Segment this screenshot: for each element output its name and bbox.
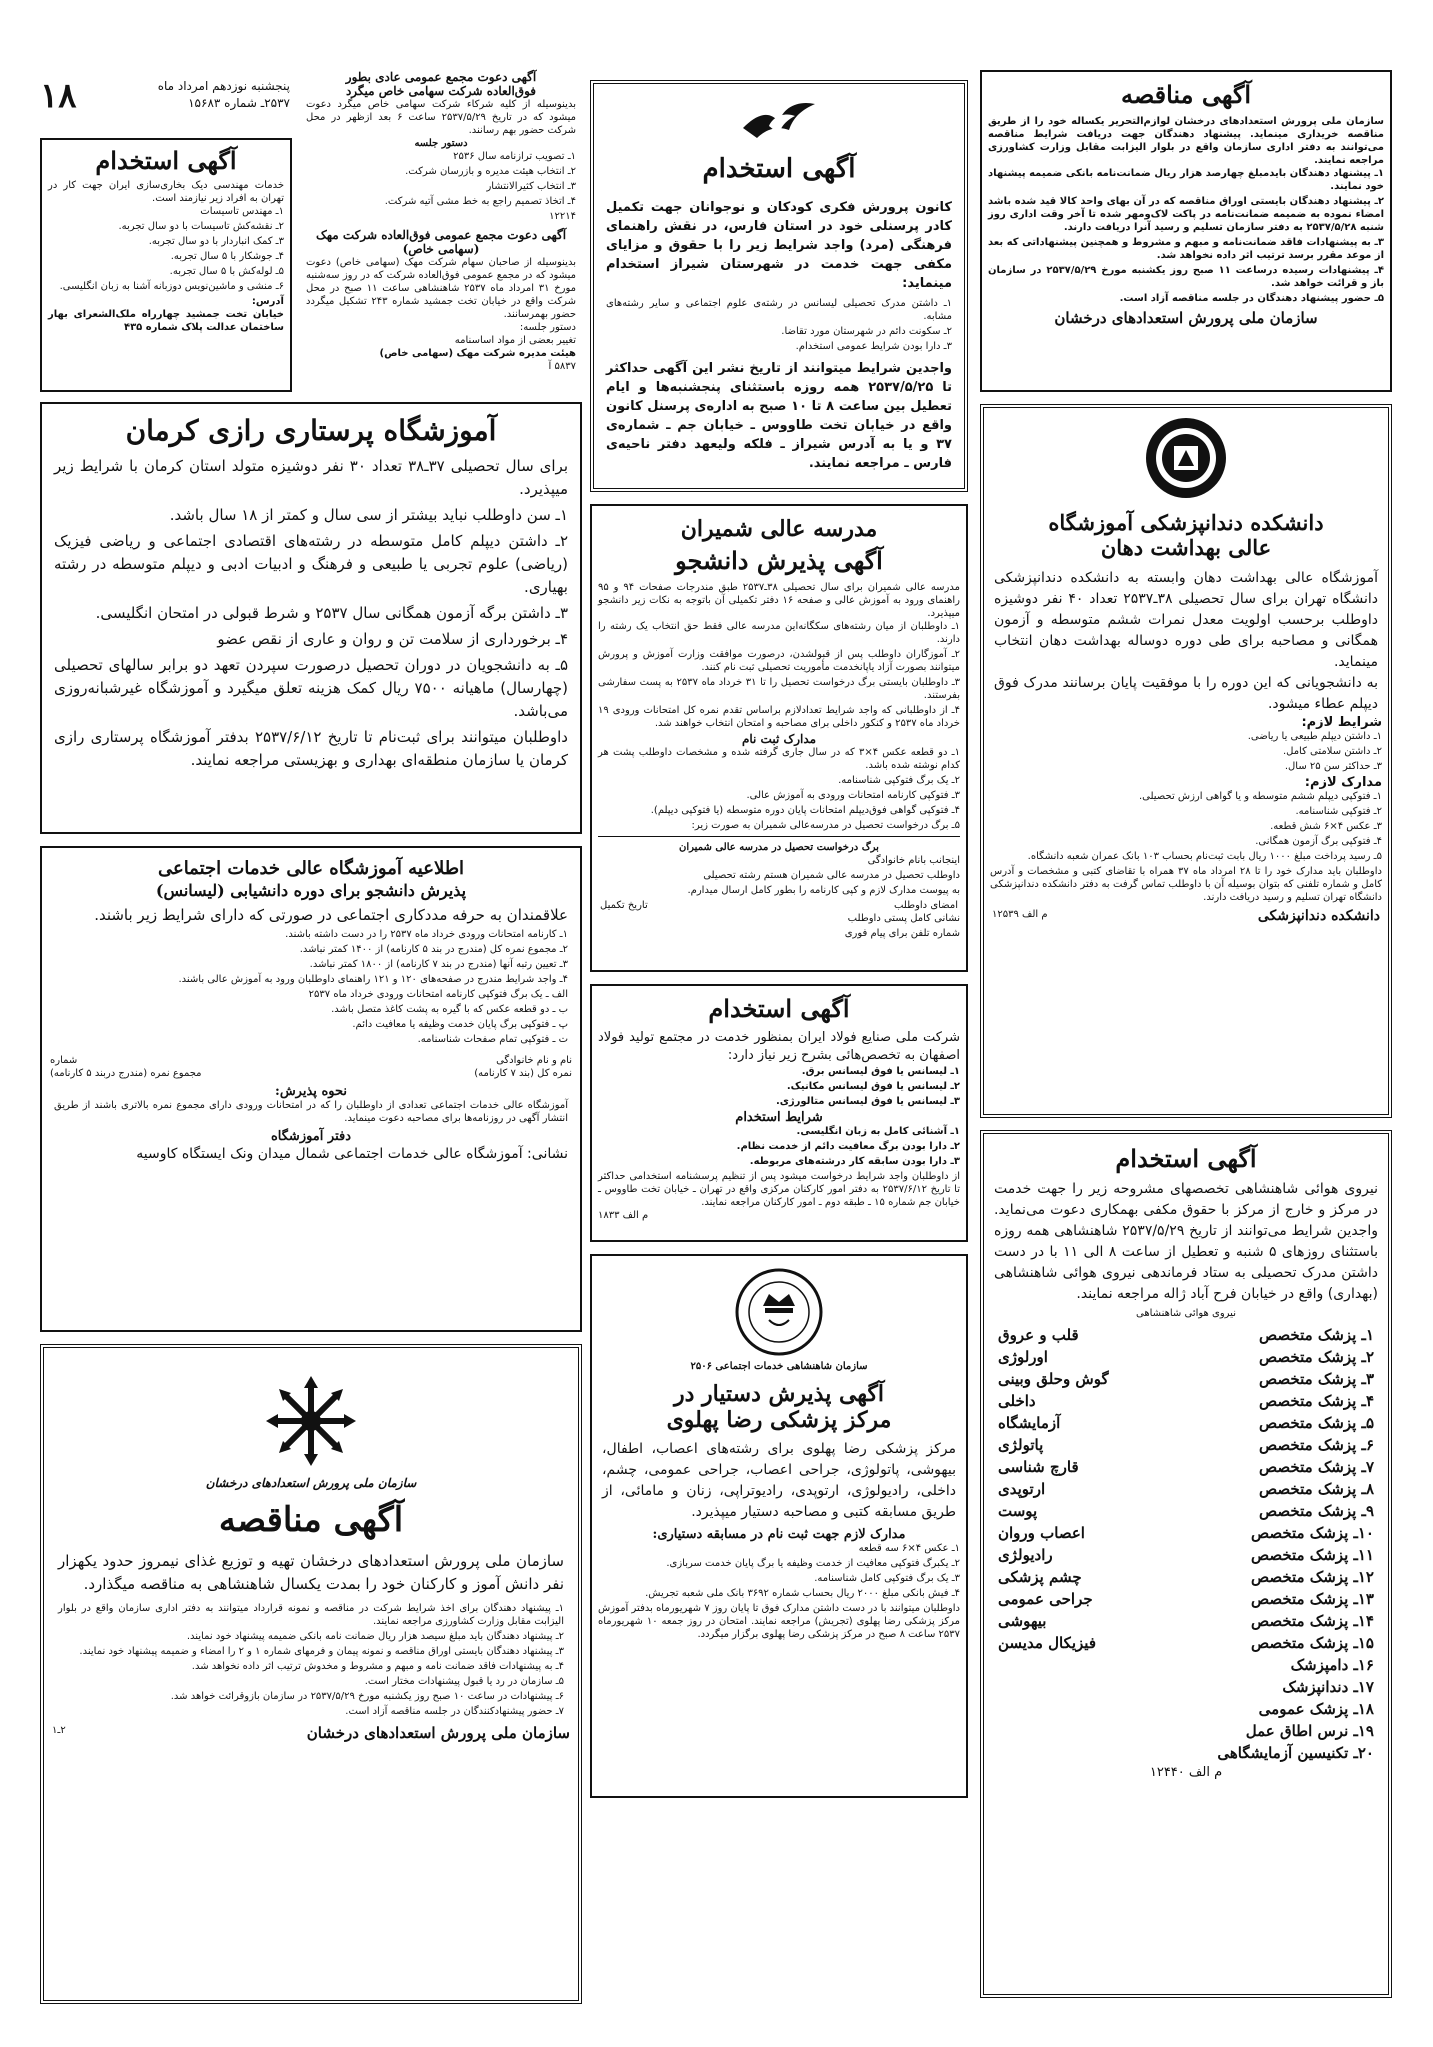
docs-title: مدارک لازم:: [1304, 775, 1382, 790]
position-row: ۴ـ پزشک متخصص داخلی: [998, 1392, 1374, 1410]
form-field: امضای داوطلب: [893, 900, 958, 911]
list-item: ۳ـ کمک انباردار با دو سال تجربه.: [148, 236, 284, 247]
list-item: ۲ـ پیشنهاد دهندگان باید مبلغ سیصد هزار ریال ضمانت نامه بانکی ضمیمه پیشنهاد خود نمایند.: [186, 1631, 564, 1642]
position-row: ۱۴ـ پزشک متخصص بیهوشی: [998, 1612, 1374, 1630]
ad-intro: علاقمندان به حرفه مددکاری اجتماعی در صورتی که دارای شرایط زیر باشند.: [94, 906, 568, 924]
ad-outro: واجدین شرایط میتوانند از تاریخ نشر این آگهی حداکثر تا ۲۵۳۷/۵/۲۵ همه روزه باستثنای پنجشنبه‌ها و ایام تعطیل بین ساعت ۸ تا ۱۰ صبح به اداره‌ی پرسنل کانون واقع در خیابان تخت طاووس ـ خیابان جم ـ شماره‌ی ۳۷ و یا به آدرس شیراز ـ فلکه ولیعهد دفتر ناحیه‌ی فارس ـ مراجعه نمایند.: [606, 361, 952, 471]
list-item: ۳ـ پیشنهاد دهندگان بایستی اوراق مناقصه و نمونه پیمان و فرمهای شماره ۱ و ۲ را امضاء و ضمیمه پیشنهاد خود نمایند.: [79, 1646, 564, 1657]
ad-subtitle: مرکز پزشکی رضا پهلوی: [666, 1407, 892, 1433]
list-item: ۲ـ لیسانس یا فوق لیسانس مکانیک.: [786, 1081, 960, 1092]
form-field: اینجانب بانام خانوادگی: [867, 855, 960, 866]
address: نشانی: آموزشگاه عالی خدمات اجتماعی شمال میدان ونک ایستگاه کاوسیه: [136, 1146, 568, 1162]
ad-title: دانشکده دندانپزشکی آموزشگاه: [1048, 510, 1324, 535]
ad-intro: سازمان ملی پرورش استعدادهای درخشان لوازم‌التحریر یکساله خود را از طریق مناقصه خریداری مینماید. پیشنهاد دهندگان جهت دریافت شرایط مناقصه می‌توانند به دفتر اداری سازمان واقع در بلوار الیزابت مقابل وزارت کشاورزی مراجعه نمایند.: [988, 116, 1384, 166]
ad-body: بدینوسیله از کلیه شرکاء شرکت سهامی خاص میگرد دعوت میشود که در تاریخ ۲۵۳۷/۵/۲۹ ساعت ۶ بعد ازظهر در محل شرکت حضور بهم رسانند.: [306, 99, 576, 136]
positions-list: [984, 1324, 1388, 1764]
list-item: ۲ـ پیشنهاد دهندگان بایستی اوراق مناقصه که در آن بهای واحد کالا قید شده باشد امضاء نموده به ضمیمه ضمانت‌نامه در پاکت لاک‌ومهر شده تا آخر وقت اداری روز شنبه ۲۵۳۷/۵/۲۸ به دفتر سازمان تسلیم و رسید آنرا دریافت دارند.: [988, 196, 1384, 233]
position-row: ۳ـ پزشک متخصص گوش وحلق وبینی: [998, 1370, 1374, 1388]
list-item: ۵ـ به دانشجویان در دوران تحصیل درصورت سپردن تعهد دو برابر سالهای تحصیلی (چهارسال) ماهیانه ۷۵۰۰ ریال کمک هزینه تعلق میگیرد و آموزشگاه غیرشبانه‌روزی می‌باشد.: [54, 656, 568, 720]
org-name: سازمان ملی پرورش استعدادهای درخشان: [205, 1476, 417, 1490]
ad-title: آگهی مناقصه: [1120, 80, 1252, 109]
form-field: شماره تلفن برای پیام فوری: [844, 928, 960, 939]
procedure-title: نحوه پذیرش:: [275, 1084, 347, 1099]
list-item: ۲ـ آموزگاران داوطلب پس از قبولشدن، درصورت موافقت وزارت آموزش و پرورش میتوانند بصورت آزاد یاپانخدمت مأموریت تحصیلی ثبت نام کنند.: [598, 649, 960, 673]
ad-outro: از داوطلبان واجد شرایط درخواست میشود پس از تنظیم پرسشنامه استخدامی حداکثر تا تاریخ ۲۵۳۷/۶/۱۲ به دفتر امور کارکنان مرکزی واقع در تهران ـ خیابان تخت طاووس ـ خیابان جم شماره ۱۵ ـ طبقه دوم ـ امور کارکنان مراجعه نمایند.: [598, 1171, 960, 1208]
list-item: ۴ـ جوشکار با ۵ سال تجربه.: [170, 251, 284, 262]
organization-emblem-icon: [266, 1376, 356, 1466]
ad-title: اطلاعیه آموزشگاه عالی خدمات اجتماعی: [157, 858, 465, 879]
list-item: ۲ـ یک برگ فتوکپی شناسنامه.: [838, 775, 960, 786]
list-item: ۱ـ آشنائی کامل به زبان انگلیسی.: [796, 1126, 960, 1137]
position-row: ۸ـ پزشک متخصص ارتوپدی: [998, 1480, 1374, 1498]
list-item: الف ـ یک برگ فتوکپی کارنامه امتحانات ورودی خرداد ماه ۲۵۳۷: [308, 989, 568, 1000]
date-line: پنجشنبه نوزدهم امرداد ماه: [157, 79, 290, 93]
cond-title: شرایط استخدام: [735, 1110, 823, 1125]
ad-sign: نیروی هوائی شاهنشاهی: [1136, 1308, 1236, 1319]
ad-ref: م الف ۱۲۴۴۰: [1149, 1765, 1223, 1780]
ad-title: (سهامی خاص): [402, 242, 480, 256]
ad-intro: سازمان ملی پرورش استعدادهای درخشان تهیه و توزیع غذای نیمروز حدود یکهزار نفر دانش آموز و کارکنان خود را بمدت یکسال شاهنشاهی به مناقصه میگذارد.: [58, 1552, 564, 1593]
list-item: ۷ـ حضور پیشنهادکنندگان در جلسه مناقصه آزاد است.: [345, 1706, 564, 1717]
ad-tender-stationery: [980, 70, 1392, 392]
agenda-item: ۱ـ تصویب ترازنامه سال ۲۵۳۶: [453, 151, 576, 162]
list-item: ۲ـ یکبرگ فتوکپی معافیت از خدمت وظیفه یا برگ پایان خدمت سربازی.: [666, 1558, 960, 1569]
ad-ref: ۵۸۳۷ آ: [548, 361, 576, 372]
ad-tender-lunch: [40, 1344, 582, 2004]
ad-employment-steel: [590, 984, 968, 1242]
list-item: ۱ـ مهندس تاسیسات: [200, 206, 284, 217]
ad-shareholders-meeting: [300, 70, 582, 222]
ad-subtitle: پذیرش دانشجو برای دوره دانشیابی (لیسانس): [155, 881, 467, 900]
ad-sign: دانشکده دندانپزشکی: [1257, 908, 1380, 924]
list-item: ۵ـ حضور پیشنهاد دهندگان در جلسه مناقصه آزاد است.: [1119, 293, 1384, 304]
list-item: ۱ـ سن داوطلب نباید بیشتر از سی سال و کمتر از ۱۸ سال باشد.: [169, 506, 568, 524]
list-item: ۱ـ داشتن مدرک تحصیلی لیسانس در رشته‌ی علوم اجتماعی و سایر رشته‌های مشابه.: [606, 298, 952, 322]
position-row: ۱۰ـ پزشک متخصص اعصاب وروان: [998, 1524, 1374, 1542]
position-row: ۲۰ـ تکنیسین آزمایشگاهی: [1217, 1744, 1374, 1762]
agenda-item: ۳ـ انتخاب کثیرالانتشار: [486, 181, 576, 192]
list-item: ۲ـ مجموع نمره کل (مندرج در بند ۵ کارنامه) از ۱۴۰۰ کمتر نباشد.: [299, 944, 568, 955]
list-item: ۱ـ فتوکپی دیپلم ششم متوسطه و یا گواهی ارزش تحصیلی.: [1138, 791, 1382, 802]
address-label: آدرس:: [251, 296, 284, 307]
agenda-item: ۴ـ اتخاذ تصمیم راجع به خط مشی آتیه شرکت.: [384, 196, 576, 207]
ad-title: آگهی استخدام: [1115, 1144, 1257, 1173]
issue-line: ۲۵۳۷ـ شماره ۱۵۶۸۳: [188, 96, 290, 110]
procedure: آموزشگاه عالی خدمات اجتماعی تعدادی از داوطلبان را که در امتحانات ورودی دارای مجموع نمره بالاتری باشند از طریق انتشار آگهی در روزنامه‌ها برای مصاحبه دعوت مینماید.: [54, 1100, 568, 1124]
list-item: پ ـ فتوکپی برگ پایان خدمت وظیفه یا معافیت دائم.: [352, 1019, 568, 1030]
list-item: ۳ـ عکس ۴×۶ شش قطعه.: [1270, 821, 1382, 832]
docs-title: مدارک ثبت نام: [741, 732, 817, 746]
ad-body: نیروی هوائی شاهنشاهی تخصصهای مشروحه زیر را جهت خدمت در مرکز و خارج از مرکز با حقوق مکفی بهمکاری دعوت می‌نماید. واجدین شرایط می‌توانند از تاریخ ۲۵۳۷/۵/۲۹ شاهنشاهی همه روزه باستثنای روزهای ۵ شنبه و تعطیل از ساعت ۸ الی ۱۱ با در دست داشتن مدرک تحصیلی به ستاد فرماندهی نیروی هوائی شاهنشاهی (بهداری) واقع در خیابان فرح آباد ژاله مراجعه نمایند.: [994, 1181, 1378, 1302]
form-field: به پیوست مدارک لازم و کپی کارنامه را بطور کامل ارسال میدارم.: [687, 885, 960, 896]
ad-ref: ۱۲۲۱۴: [549, 211, 576, 222]
address: خیابان تخت جمشید چهارراه ملک‌الشعرای بهار ساختمان عدالت پلاک شماره ۴۳۵: [48, 309, 284, 333]
list-item: ۵ـ لوله‌کش با ۵ سال تجربه.: [169, 266, 284, 277]
cond-title: شرایط لازم:: [1301, 715, 1382, 730]
ad-subtitle: عالی بهداشت دهان: [1100, 535, 1272, 560]
ad-employment-engineering: [40, 138, 292, 392]
list-item: ۴ـ از داوطلبانی که واجد شرایط تعدادلازم براساس تقدم نمره کل امتحانات ورودی ۱۹ خرداد ماه ۲۵۳۷ و کنکور داخلی برای مصاحبه و امتحان انتخاب خواهند شد.: [598, 705, 960, 729]
list-item: ۶ـ پیشنهادات در ساعت ۱۰ صبح روز یکشنبه مورخ ۲۵۳۷/۵/۲۹ در سازمان بازوقرائت خواهد شد.: [170, 1691, 564, 1702]
list-item: ۴ـ فتوکپی گواهی فوق‌دیپلم امتحانات پایان دوره متوسطه (یا فتوکپی دیپلم).: [650, 805, 960, 816]
form-field: شماره: [50, 1055, 78, 1066]
ad-intro: خدمات مهندسی دیک بخاری‌سازی ایران جهت کار در تهران به افراد زیر نیازمند است.: [48, 180, 284, 204]
ad-intro-2: به دانشجویانی که این دوره را با موفقیت پایان برسانند مدرک فوق دیپلم عطاء میشود.: [994, 675, 1378, 712]
ad-outro: داوطلبان میتوانند با در دست داشتن مدارک فوق تا پایان روز ۷ شهریورماه بدفتر آموزش مرکز پزشکی رضا پهلوی (تجریش) مراجعه نمایند. امتحان در روز جمعه ۱۰ شهریورماه ۲۵۳۷ ساعت ۸ صبح در مرکز پزشکی رضا پهلوی برگزار میگردد.: [598, 1603, 960, 1640]
position-row: ۱۸ـ پزشک عمومی: [1258, 1700, 1374, 1718]
ad-dental-school: [980, 404, 1392, 1118]
ad-title: آگهی استخدام: [95, 146, 237, 175]
ad-intro: برای سال تحصیلی ۳۷ـ۳۸ تعداد ۳۰ نفر دوشیزه متولد استان کرمان با شرایط زیر میپذیرد.: [54, 457, 569, 498]
ad-employment-kids-center: [590, 80, 968, 492]
agenda-title: دستور جلسه: [414, 138, 468, 149]
position-row: ۱ـ پزشک متخصص قلب و عروق: [998, 1326, 1374, 1344]
ad-outro: داوطلبان باید مدارک خود را تا ۲۸ امرداد ماه ۳۷ همراه با تقاضای کتبی و مشخصات و آدرس کامل و شماره تلفنی که بتوان بوسیله آن با داوطلب تماس گرفت به دفتر دانشکده دندانپزشکی دانشگاه تهران تسلیم و رسید دریافت دارند.: [990, 866, 1382, 903]
agenda-item: تغییر بعضی از مواد اساسنامه: [454, 335, 576, 346]
office: دفتر آموزشگاه: [270, 1129, 352, 1144]
ad-body: مرکز پزشکی رضا پهلوی برای رشته‌های اعصاب، اطفال، بیهوشی، پاتولوژی، جراحی اعصاب، جراحی عمومی، چشم، داخلی، رادیولوژی، ارتوپدی، رادیوتراپی، زنان و مامائی، از طریق مسابقه کتبی و مصاحبه دستیار میپذیرد.: [602, 1441, 956, 1520]
ad-razi-nursing: [40, 402, 582, 834]
list-item: ۳ـ داوطلبان بایستی برگ درخواست تحصیل را تا ۳۱ خرداد ماه ۲۵۳۷ به پست سفارشی بفرستند.: [598, 677, 961, 701]
position-row: ۱۳ـ پزشک متخصص جراحی عمومی: [998, 1590, 1374, 1608]
list-item: ۲ـ داشتن دیپلم کامل متوسطه در رشته‌های اقتصادی اجتماعی و ریاضی فیزیک (ریاضی) علوم تجربی یا طبیعی و فرهنگ و ادبیات ادبی و دیپلم متوسطه در رشته بهیاری.: [54, 532, 568, 596]
ad-ref: م الف ۱۸۳۳: [598, 1210, 649, 1221]
position-row: ۱۱ـ پزشک متخصص رادیولژی: [998, 1546, 1374, 1564]
list-item: ۴ـ واجد شرایط مندرج در صفحه‌های ۱۲۰ و ۱۲۱ راهنمای داوطلبان ورود به آموزش عالی باشند.: [178, 974, 568, 985]
ad-sign: سازمان ملی پرورش استعدادهای درخشان: [306, 1724, 570, 1742]
ad-body: مدرسه عالی شمیران برای سال تحصیلی ۳۸ـ۲۵۳۷ طبق مندرجات صفحات ۹۴ و ۹۵ راهنمای ورود به آموزش عالی و صفحه ۱۶ دفتر تکمیلی آن باتوجه به نکات زیر دانشجو میپذیرد.: [598, 582, 960, 619]
list-item: ت ـ فتوکپی تمام صفحات شناسنامه.: [417, 1034, 568, 1045]
form-field: نشانی کامل پستی داوطلب: [847, 913, 960, 924]
ad-title: آگهی دعوت مجمع عمومی فوق‌العاده شرکت مهک: [315, 228, 567, 242]
list-item: ۱ـ لیسانس یا فوق لیسانس برق.: [801, 1066, 960, 1077]
ad-pahlavi-residency: [590, 1254, 968, 1798]
form-field: تاریخ تکمیل: [600, 900, 648, 911]
list-item: ۳ـ تعیین رتبه آنها (مندرج در بند ۷ کارنامه) از ۱۸۰۰ کمتر نباشد.: [309, 959, 568, 970]
list-item: ۴ـ پیشنهادات رسیده درساعت ۱۱ صبح روز یکشنبه مورخ ۲۵۳۷/۵/۲۹ در سازمان باز و قرائت خواهد شد.: [988, 265, 1384, 289]
list-item: ۶ـ منشی و ماشین‌نویس دوزبانه آشنا به زبان انگلیسی.: [59, 281, 284, 292]
list-item: ۳ـ فتوکپی کارنامه امتحانات ورودی به آموزش عالی.: [746, 790, 960, 801]
ad-sign: سازمان ملی پرورش استعدادهای درخشان: [1054, 309, 1318, 327]
ad-mahak-meeting: [300, 228, 582, 392]
ad-title: آگهی استخدام: [708, 994, 850, 1023]
list-item: ۴ـ برخورداری از سلامت تن و روان و عاری از نقص عضو: [217, 630, 568, 648]
ad-ref: ۲ـ۱: [52, 1725, 66, 1736]
list-item: ۳ـ یک برگ فتوکپی کامل شناسنامه.: [814, 1573, 960, 1584]
position-row: ۱۹ـ نرس اطاق عمل: [1245, 1722, 1374, 1740]
list-item: ۵ـ سازمان در رد یا قبول پیشنهادات مختار است.: [364, 1676, 564, 1687]
list-item: ۲ـ سکونت دائم در شهرستان مورد تقاضا.: [781, 326, 952, 337]
list-item: ۲ـ داشتن سلامتی کامل.: [1282, 746, 1382, 757]
ad-body: کانون پرورش فکری کودکان و نوجوانان جهت تکمیل کادر پرسنلی خود در استان فارس، در نقش راهنمای فرهنگی (مرد) واجد شرایط زیر را با حقوق و مزایای مکفی جهت خدمت در شهرستان شیراز استخدام مینماید:: [606, 200, 952, 291]
list-item: ۳ـ داشتن برگه آزمون همگانی سال ۲۵۳۷ و شرط قبولی در امتحان انگلیسی.: [95, 604, 568, 622]
list-item: ۱ـ داشتن دیپلم طبیعی یا ریاضی.: [1247, 731, 1382, 742]
list-item: ۱ـ داوطلبان از میان رشته‌های سکگانه‌این مدرسه عالی فقط حق انتخاب یک رشته را دارند.: [598, 621, 960, 645]
list-item: ۳ـ دارا بودن سابقه کار درشته‌های مربوطه.: [749, 1156, 960, 1167]
list-item: ۲ـ دارا بودن برگ معافیت دائم از خدمت نظام.: [736, 1141, 960, 1152]
form-title: برگ درخواست تحصیل در مدرسه عالی شمیران: [679, 842, 879, 853]
list-item: ۱ـ پیشنهاد دهندگان برای اخذ شرایط شرکت در مناقصه و نمونه قرارداد میتوانند به دفتر اداری سازمان واقع در بلوار الیزابت مقابل وزارت کشاورزی مراجعه نمایند.: [58, 1603, 564, 1627]
form-field: داوطلب تحصیل در مدرسه عالی شمیران هستم رشته تحصیلی: [703, 870, 960, 881]
ad-subtitle: آگهی پذیرش دانشجو: [675, 546, 883, 575]
ad-title: آگهی پذیرش دستیار در: [673, 1381, 885, 1407]
ad-intro: شرکت ملی صنایع فولاد ایران بمنظور خدمت در مجتمع تولید فولاد اصفهان به تخصص‌هائی بشرح زیر نیاز دارد:: [598, 1030, 960, 1063]
list-item: ۱ـ پیشنهاد دهندگان بایدمبلغ چهارصد هزار ریال ضمانت‌نامه بانکی ضمیمه پیشنهاد خود نمایند.: [988, 168, 1384, 192]
seal-text: سازمان شاهنشاهی خدمات اجتماعی ۲۵۰۶: [690, 1361, 868, 1372]
list-item: ۴ـ فیش بانکی مبلغ ۲۰۰۰ ریال بحساب شماره ۳۶۹۲ بانک ملی شعبه تجریش.: [645, 1588, 960, 1599]
position-row: ۱۶ـ دامپزشک: [1290, 1656, 1374, 1674]
ad-social-services: [40, 846, 582, 1332]
agenda-item: ۲ـ انتخاب هیئت مدیره و بازرسان شرکت.: [405, 166, 576, 177]
list-item: ۱ـ عکس ۴×۶ سه قطعه: [858, 1543, 960, 1554]
list-item: ۳ـ لیسانس یا فوق لیسانس متالورژی.: [775, 1096, 960, 1107]
form-field: نمره کل (بند ۷ کارنامه): [474, 1068, 572, 1079]
list-item: ۱ـ دو قطعه عکس ۴×۳ که در سال جاری گرفته شده و مشخصات داوطلب پشت هر کدام نوشته شده باشد.: [598, 747, 960, 771]
list-item: ۲ـ فتوکپی شناسنامه.: [1295, 806, 1382, 817]
ad-sign: هیئت مدیره شرکت مهک (سهامی خاص): [379, 348, 576, 359]
list-item: ۵ـ رسید پرداخت مبلغ ۱۰۰۰ ریال بابت ثبت‌نام بحساب ۱۰۳ بانک عمران شعبه دانشگاه.: [1027, 851, 1382, 862]
position-row: ۷ـ پزشک متخصص قارچ شناسی: [998, 1458, 1374, 1476]
page-number: ۱۸: [40, 76, 77, 116]
ad-title: فوق‌العاده شرکت سهامی خاص میگرد: [345, 84, 537, 98]
position-row: ۱۷ـ دندانپزشک: [1282, 1678, 1374, 1696]
seal-emblem-icon: [733, 1266, 825, 1358]
ad-title: مدرسه عالی شمیران: [680, 516, 878, 542]
form-field: مجموع نمره (مندرج دربند ۵ کارنامه): [50, 1068, 202, 1079]
position-row: ۱۲ـ پزشک متخصص چشم پزشکی: [998, 1568, 1374, 1586]
list-item: ۱ـ کارنامه امتحانات ورودی خرداد ماه ۲۵۳۷ را در دست داشته باشند.: [285, 929, 568, 940]
list-item: ب ـ دو قطعه عکس که با گیره به پشت کاغذ متصل باشد.: [331, 1004, 568, 1015]
position-row: ۱۵ـ پزشک متخصص فیزیکال مدیسن: [998, 1634, 1374, 1652]
position-row: ۶ـ پزشک متخصص پاتولژی: [998, 1436, 1374, 1454]
ad-employment-airforce: [980, 1130, 1392, 1998]
list-item: ۳ـ حداکثر سن ۲۵ سال.: [1284, 761, 1382, 772]
ad-title: آگهی دعوت مجمع عمومی عادی بطور: [345, 70, 537, 84]
position-row: ۵ـ پزشک متخصص آزمایشگاه: [998, 1414, 1374, 1432]
ad-title: آگهی استخدام: [702, 154, 856, 184]
ad-title: آگهی مناقصه: [218, 1500, 404, 1540]
ad-outro: داوطلبان میتوانند برای ثبت‌نام تا تاریخ ۲۵۳۷/۶/۱۲ بدفتر آموزشگاه پرستاری رازی کرمان یا سازمان منطقه‌ای بهداری و بهزیستی مراجعه نمایند.: [54, 728, 568, 769]
ad-body: بدینوسیله از صاحبان سهام شرکت مهک (سهامی خاص) دعوت میشود که در مجمع عمومی فوق‌العاده شرکت که در روز سه‌شنبه مورخ ۳۱ امرداد ماه ۲۵۳۷ شاهنشاهی ساعت ۱۱ صبح در محل شرکت واقع در خیابان تخت جمشید شماره ۲۴۳ تشکیل میگردد حضور بهمرسانند.: [306, 257, 577, 320]
list-item: ۵ـ برگ درخواست تحصیل در مدرسه‌عالی شمیران به صورت زیر:: [691, 820, 960, 831]
page-header: [40, 76, 290, 118]
ad-ref: م الف ۱۲۵۳۹: [992, 909, 1048, 920]
form-field: نام و نام خانوادگی: [496, 1055, 572, 1066]
list-item: ۳ـ دارا بودن شرایط عمومی استخدام.: [795, 341, 952, 352]
list-item: ۴ـ به پیشنهادات فاقد ضمانت نامه و مبهم و مشروط و مخدوش ترتیب اثر داده نخواهد شد.: [191, 1661, 564, 1672]
list-item: ۲ـ نقشه‌کش تاسیسات با دو سال تجربه.: [118, 221, 284, 232]
list-item: ۳ـ به پیشنهادات فاقد ضمانت‌نامه و مبهم و مشروط و همچنین پیشنهاداتی که بعد از موعد مقرر برسد ترتیب اثر داده نخواهد شد.: [988, 237, 1384, 261]
ad-title: آموزشگاه پرستاری رازی کرمان: [125, 414, 497, 447]
ad-shemiran-admission: [590, 504, 968, 972]
docs-title: مدارک لازم جهت ثبت نام در مسابقه دستیاری:: [652, 1527, 906, 1542]
position-row: ۹ـ پزشک متخصص پوست: [998, 1502, 1374, 1520]
ad-intro: آموزشگاه عالی بهداشت دهان وابسته به دانشکده دندانپزشکی دانشگاه تهران برای سال تحصیلی ۳۸ـ۲۵۳۷ تعداد ۴۰ نفر دوشیزه داوطلب برحسب اولویت معدل نمرات ششم متوسطه و آزمون همگانی و مصاحبه برای طی دوره دوساله بهداشت دهان انتخاب مینماید.: [994, 570, 1378, 670]
agenda-title: دستور جلسه:: [519, 322, 576, 333]
university-emblem-icon: [1144, 416, 1228, 500]
bird-logo-icon: [739, 96, 819, 146]
position-row: ۲ـ پزشک متخصص اورلوژی: [998, 1348, 1374, 1366]
list-item: ۴ـ فتوکپی برگ آزمون همگانی.: [1255, 836, 1382, 847]
